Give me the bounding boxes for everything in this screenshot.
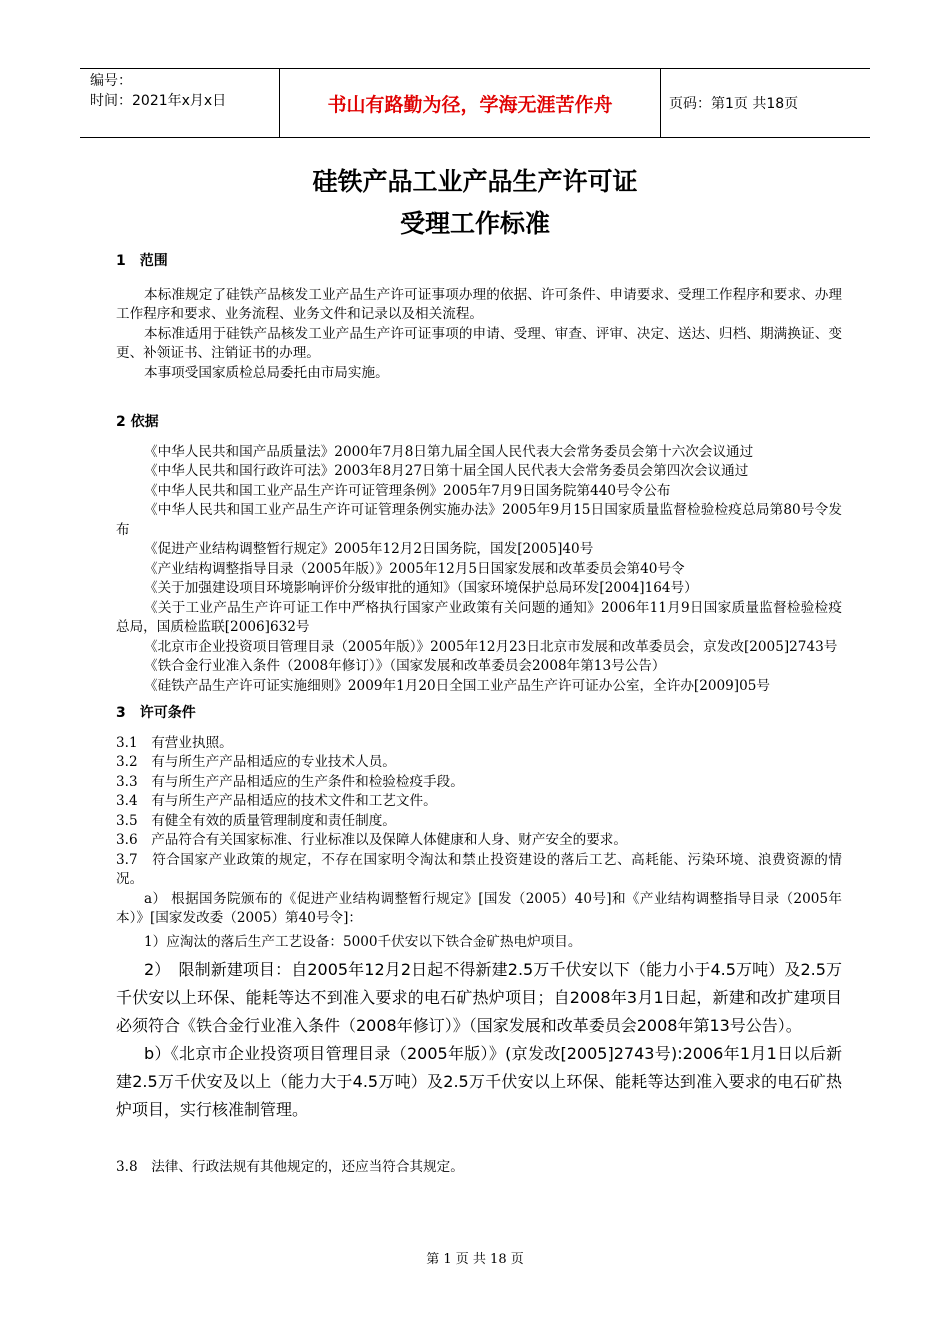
reference-item: 《中华人民共和国行政许可法》2003年8月27日第十届全国人民代表大会常务委员会第四次会议通过 [144, 463, 749, 479]
section-3-heading: 3 许可条件 [116, 705, 196, 721]
page-footer: 第 1 页 共 18 页 [426, 1252, 524, 1267]
paragraph: 本事项受国家质检总局委托由市局实施。 [144, 364, 389, 381]
time-label: 时间：2021年x月x日 [90, 93, 227, 109]
number-label: 编号： [90, 73, 132, 89]
condition-item: 3.2 有与所生产产品相适应的专业技术人员。 [116, 754, 396, 770]
condition-item: 3.6 产品符合有关国家标准、行业标准以及保障人体健康和人身、财产安全的要求。 [116, 832, 627, 848]
condition-item: 3.7 符合国家产业政策的规定，不存在国家明令淘汰和禁止投资建设的落后工艺、高耗能、污染环境、浪费资源的情况。 [116, 851, 842, 887]
reference-item: 《中华人民共和国工业产品生产许可证管理条例》2005年7月9日国务院第440号令公布 [144, 482, 671, 499]
reference-item: 《中华人民共和国产品质量法》2000年7月8日第九届全国人民代表大会常务委员会第十六次会议通过 [144, 443, 754, 460]
header-meta [80, 69, 280, 137]
reference-item: 《关于加强建设项目环境影响评价分级审批的通知》（国家环境保护总局环发[2004]164号） [144, 580, 698, 596]
header-motto: 书山有路勤为径，学海无涯苦作舟 [280, 69, 661, 137]
paragraph: 本标准适用于硅铁产品核发工业产品生产许可证事项的申请、受理、审查、评审、决定、送达、归档、期满换证、变更、补领证书、注销证书的办理。 [116, 325, 842, 361]
section-2-heading: 2 依据 [116, 414, 159, 430]
condition-item: 3.5 有健全有效的质量管理制度和责任制度。 [116, 812, 396, 829]
sub-item-b: b）《北京市企业投资项目管理目录（2005年版）》(京发改[2005]2743号):2006年1月1日以后新建2.5万千伏安及以上（能力大于4.5万吨）及2.5万千伏安以上环保、能耗等达到准入要求的电石矿热炉项目，实行核准制管理。 [116, 1044, 842, 1119]
reference-item: 《中华人民共和国工业产品生产许可证管理条例实施办法》2005年9月15日国家质量监督检验检疫总局第80号令发布 [116, 502, 842, 538]
document-subtitle: 受理工作标准 [399, 209, 550, 238]
condition-item: 3.4 有与所生产产品相适应的技术文件和工艺文件。 [116, 793, 437, 809]
reference-item: 《北京市企业投资项目管理目录（2005年版）》2005年12月23日北京市发展和改革委员会，京发改[2005]2743号 [144, 638, 838, 655]
condition-item-3-8: 3.8 法律、行政法规有其他规定的，还应当符合其规定。 [116, 1159, 464, 1175]
page-header [80, 68, 870, 138]
reference-item: 《铁合金行业准入条件（2008年修订）》（国家发展和改革委员会2008年第13号公告） [144, 658, 666, 674]
reference-item: 《促进产业结构调整暂行规定》2005年12月2日国务院，国发[2005]40号 [144, 541, 594, 557]
reference-item: 《硅铁产品生产许可证实施细则》2009年1月20日全国工业产品生产许可证办公室，全许办[2009]05号 [144, 677, 771, 694]
header-page-info: 页码：第1页 共18页 [669, 96, 799, 112]
document-body [116, 252, 842, 1178]
section-1-heading: 1 范围 [116, 253, 168, 269]
condition-item: 3.3 有与所生产产品相适应的生产条件和检验检疫手段。 [116, 773, 464, 790]
condition-item: 3.1 有营业执照。 [116, 734, 233, 751]
sub-item-a1: 1）应淘汰的落后生产工艺设备：5000千伏安以下铁合金矿热电炉项目。 [144, 933, 582, 950]
sub-item-a: a） 根据国务院颁布的《促进产业结构调整暂行规定》[国发（2005）40号]和《产业结构调整指导目录（2005年本）》[国家发改委（2005）第40号令]： [116, 890, 842, 926]
reference-item: 《关于工业产品生产许可证工作中严格执行国家产业政策有关问题的通知》2006年11月9日国家质量监督检验检疫总局，国质检监联[2006]632号 [116, 599, 842, 635]
sub-item-a2: 2） 限制新建项目：自2005年12月2日起不得新建2.5万千伏安以下（能力小于4.5万吨）及2.5万千伏安以上环保、能耗等达不到准入要求的电石矿热炉项目；自2008年3月1日起，新建和改扩建项目必须符合《铁合金行业准入条件（2008年修订）》（国家发展和改革委员会2008年第13号公告）。 [116, 960, 842, 1035]
paragraph: 本标准规定了硅铁产品核发工业产品生产许可证事项办理的依据、许可条件、申请要求、受理工作程序和要求、办理工作程序和要求、业务流程、业务文件和记录以及相关流程。 [116, 286, 842, 322]
reference-item: 《产业结构调整指导目录（2005年版）》2005年12月5日国家发展和改革委员会第40号令 [144, 560, 685, 577]
document-title: 硅铁产品工业产品生产许可证 [312, 167, 638, 196]
